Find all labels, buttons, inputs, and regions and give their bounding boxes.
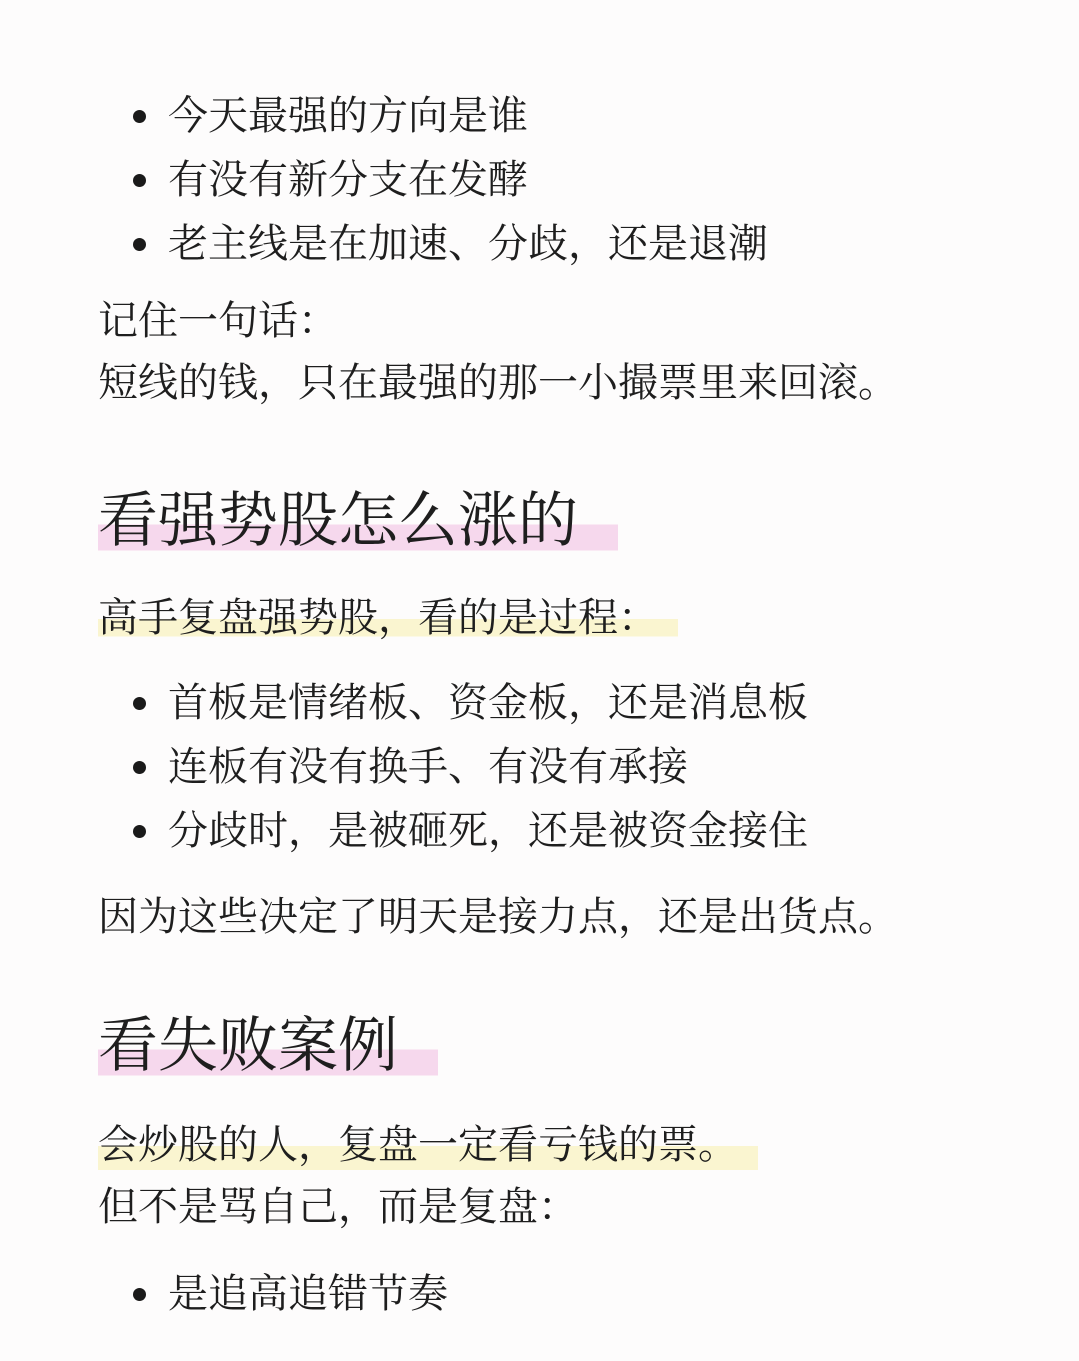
list-item: [98, 84, 768, 148]
bullet-list-section1: [98, 671, 808, 863]
list-item: [98, 671, 808, 735]
section-heading-text: 看强势股怎么涨的: [98, 486, 618, 556]
bullet-list-section2: [98, 1262, 448, 1326]
remember-paragraph: [98, 290, 898, 414]
list-item-text: 今天最强的方向是谁: [168, 93, 528, 139]
remember-line-1: 记住一句话：: [98, 298, 338, 344]
bullet-icon: [133, 1288, 146, 1301]
bullet-list-top: [98, 84, 768, 276]
bullet-icon: [133, 110, 146, 123]
section2-line-2: 但不是骂自己，而是复盘：: [98, 1184, 578, 1230]
list-item: [98, 735, 808, 799]
list-item-text: 有没有新分支在发酵: [168, 157, 528, 203]
section1-conclusion: [98, 886, 898, 948]
section2-line-1-text: 会炒股的人，复盘一定看亏钱的票。: [98, 1114, 758, 1176]
bullet-icon: [133, 174, 146, 187]
section1-intro-text: 高手复盘强势股，看的是过程：: [98, 595, 678, 641]
section1-conclusion-text: 因为这些决定了明天是接力点，还是出货点。: [98, 894, 898, 940]
section-heading-strong-stocks: [98, 481, 618, 561]
list-item-text: 老主线是在加速、分歧，还是退潮: [168, 221, 768, 267]
list-item-text: 是追高追错节奏: [168, 1271, 448, 1317]
section1-intro: [98, 587, 678, 649]
list-item: [98, 148, 768, 212]
list-item-text: 分歧时，是被砸死，还是被资金接住: [168, 808, 808, 854]
list-item: [98, 1262, 448, 1326]
bullet-icon: [133, 761, 146, 774]
bullet-icon: [133, 825, 146, 838]
section-heading-failure-cases: [98, 1006, 438, 1086]
list-item-text: 首板是情绪板、资金板，还是消息板: [168, 680, 808, 726]
section2-paragraph: [98, 1114, 758, 1238]
list-item: [98, 212, 768, 276]
bullet-icon: [133, 238, 146, 251]
list-item-text: 连板有没有换手、有没有承接: [168, 744, 688, 790]
section-heading-text: 看失败案例: [98, 1011, 438, 1081]
remember-line-2: 短线的钱，只在最强的那一小撮票里来回滚。: [98, 360, 898, 406]
list-item: [98, 799, 808, 863]
section2-line-1: [98, 1114, 758, 1176]
bullet-icon: [133, 697, 146, 710]
